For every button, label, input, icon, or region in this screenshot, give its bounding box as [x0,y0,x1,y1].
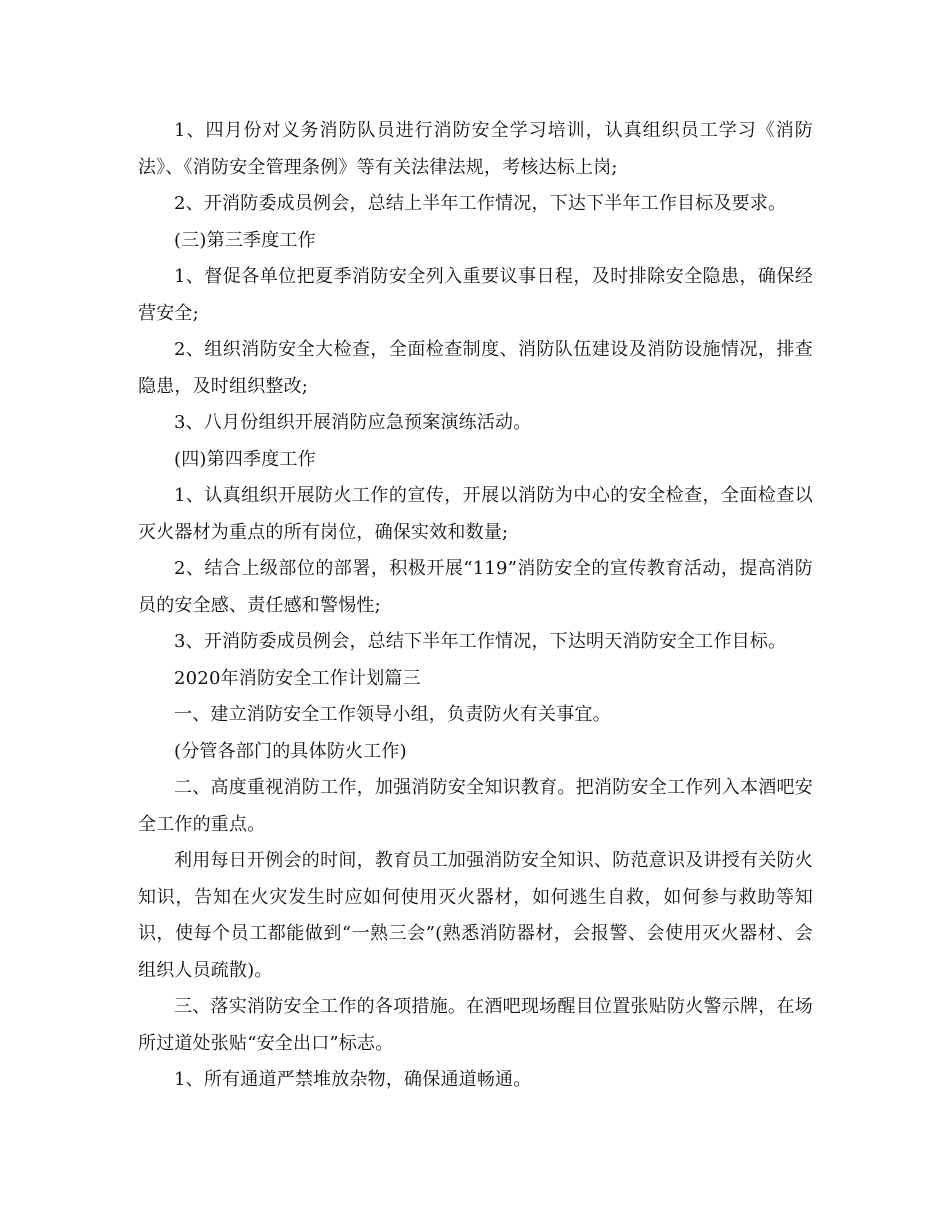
document-subtitle: 2020年消防安全工作计划篇三 [174,667,421,689]
document-body [138,113,813,1099]
paragraph-14: 1、所有通道严禁堆放杂物，确保通道畅通。 [174,1069,532,1090]
paragraph-7: 2、结合上级部位的部署，积极开展“119”消防安全的宣传教育活动，提高消防员的安全感、责任感和警惕性; [138,558,813,616]
paragraph-9: 一、建立消防安全工作领导小组，负责防火有关事宜。 [174,704,611,725]
paragraph-11: 二、高度重视消防工作，加强消防安全知识教育。把消防安全工作列入本酒吧安全工作的重点。 [138,777,813,835]
paragraph-12: 利用每日开例会的时间，教育员工加强消防安全知识、防范意识及讲授有关防火知识，告知在火灾发生时应如何使用灭火器材，如何逃生自救，如何参与救助等知识，使每个员工都能做到“一熟三会”(熟悉消防器材，会报警、会使用灭火器材、会组织人员疏散)。 [138,850,813,981]
paragraph-5: 3、八月份组织开展消防应急预案演练活动。 [174,412,532,433]
paragraph-10: (分管各部门的具体防火工作) [174,740,407,762]
paragraph-8: 3、开消防委成员例会，总结下半年工作情况，下达明天消防安全工作目标。 [174,631,787,652]
paragraph-3: 1、督促各单位把夏季消防安全列入重要议事日程，及时排除安全隐患，确保经营安全; [138,266,813,324]
paragraph-6: 1、认真组织开展防火工作的宣传，开展以消防为中心的安全检查，全面检查以灭火器材为重点的所有岗位，确保实效和数量; [138,485,813,543]
paragraph-13: 三、落实消防安全工作的各项措施。在酒吧现场醒目位置张贴防火警示牌，在场所过道处张贴“安全出口”标志。 [138,996,813,1054]
paragraph-4: 2、组织消防安全大检查，全面检查制度、消防队伍建设及消防设施情况，排查隐患，及时组织整改; [138,339,813,397]
section-heading-q3: (三)第三季度工作 [174,229,316,251]
paragraph-1: 1、四月份对义务消防队员进行消防安全学习培训，认真组织员工学习《消防法》、《消防安全管理条例》等有关法律法规，考核达标上岗; [138,120,813,178]
paragraph-2: 2、开消防委成员例会，总结上半年工作情况，下达下半年工作目标及要求。 [174,193,787,214]
section-heading-q4: (四)第四季度工作 [174,448,316,470]
